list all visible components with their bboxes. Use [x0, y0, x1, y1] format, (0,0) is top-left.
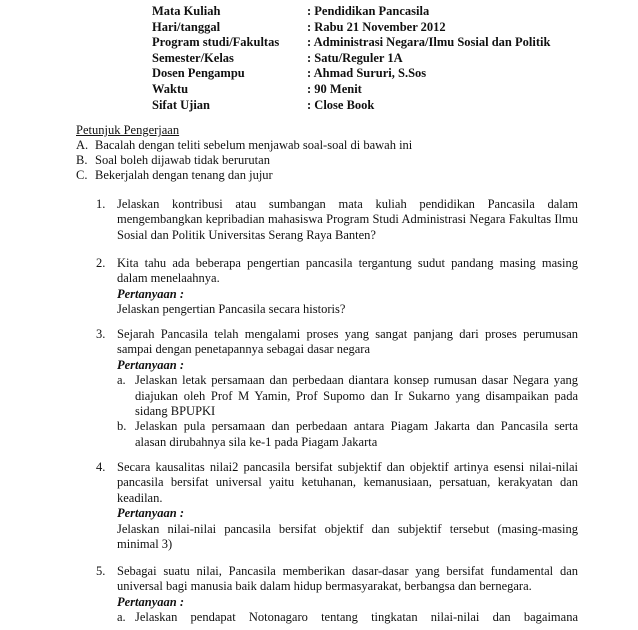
question-label: Pertanyaan : [117, 286, 185, 301]
sub-question-letter: b. [117, 419, 127, 434]
info-key: Waktu [152, 81, 189, 96]
question-text: Sebagai suatu nilai, Pancasila memberikan dasar-dasar yang bersifat fundamental dan universal bagi manusia baik dalam hidup bermasyarakat, berbangsa dan bernegara. [117, 564, 578, 594]
question-number: 2. [96, 256, 106, 270]
instruction-text: Bacalah dengan teliti sebelum menjawab soal-soal di bawah ini [95, 138, 413, 152]
question-text: Kita tahu ada beberapa pengertian pancasila tergantung sudut pandang masing masing dalam menelaahnya. [117, 256, 578, 286]
question-body [117, 327, 578, 450]
info-key: Program studi/Fakultas [152, 35, 280, 50]
sub-question-letter: a. [117, 373, 126, 388]
instruction-text: Soal boleh dijawab tidak berurutan [95, 153, 270, 167]
question-text: Jelaskan kontribusi atau sumbangan mata kuliah pendidikan Pancasila dalam mengembangkan kepribadian mahasiswa Program Studi Administrasi Negara Fakultas Ilmu Sosial dan Politik Universitas Serang Raya Banten? [117, 197, 578, 242]
info-value: : Ahmad Sururi, S.Sos [307, 66, 427, 81]
info-key: Dosen Pengampu [152, 66, 245, 81]
info-key: Hari/tanggal [152, 19, 221, 34]
sub-question [117, 610, 578, 625]
sub-question-letter: a. [117, 610, 126, 625]
question-number: 4. [96, 460, 106, 474]
info-value: : Administrasi Negara/Ilmu Sosial dan Politik [307, 35, 551, 50]
instruction-letter: C. [76, 168, 88, 182]
question-body [117, 564, 578, 626]
sub-question-text: Jelaskan pula persamaan dan perbedaan antara Piagam Jakarta dan Pancasila serta alasan dirubahnya sila ke-1 pada Piagam Jakarta [135, 419, 578, 449]
instruction-item [76, 153, 270, 168]
question-text: Sejarah Pancasila telah mengalami proses yang sangat panjang dari proses perumusan sampai dengan penetapannya sebagai dasar negara [117, 327, 578, 357]
question-text: Secara kausalitas nilai2 pancasila bersifat subjektif dan objektif artinya esensi nilai-nilai pancasila bersifat universal yaitu ketuhanan, kemanusiaan, persatuan, kerakyatan dan keadilan. [117, 460, 578, 505]
question-label: Pertanyaan : [117, 357, 185, 372]
info-value: : 90 Menit [307, 81, 362, 96]
info-value: : Close Book [307, 97, 375, 112]
question-number: 3. [96, 327, 106, 341]
instruction-item [76, 168, 273, 183]
question-number: 5. [96, 564, 106, 578]
sub-question [117, 373, 578, 419]
question-ask: Jelaskan nilai-nilai pancasila bersifat objektif dan subjektif tersebut (masing-masing minimal 3) [117, 521, 578, 552]
info-value: : Rabu 21 November 2012 [307, 19, 446, 34]
instructions-title: Petunjuk Pengerjaan [76, 123, 180, 137]
instruction-letter: B. [76, 153, 88, 167]
question-body [117, 197, 578, 243]
instruction-item [76, 138, 413, 153]
question-number: 1. [96, 197, 106, 211]
question-label: Pertanyaan : [117, 506, 185, 521]
info-key: Semester/Kelas [152, 50, 234, 65]
instructions [76, 123, 413, 183]
info-value: : Satu/Reguler 1A [307, 50, 403, 65]
sub-question-text: Jelaskan letak persamaan dan perbedaan diantara konsep rumusan dasar Negara yang diajukan oleh Prof M Yamin, Prof Supomo dan Ir Sukarno yang disampaikan pada sidang BPUPKI [135, 373, 578, 419]
question-label: Pertanyaan : [117, 594, 185, 609]
question-body [117, 256, 578, 318]
sub-question-text: Jelaskan pendapat Notonagaro tentang tingkatan nilai-nilai dan bagaimana [135, 610, 578, 625]
sub-question [117, 419, 578, 450]
instruction-letter: A. [76, 138, 89, 152]
instruction-text: Bekerjalah dengan tenang dan jujur [95, 168, 273, 182]
info-key: Mata Kuliah [152, 4, 221, 18]
info-value: : Pendidikan Pancasila [307, 4, 430, 18]
question-ask: Jelaskan pengertian Pancasila secara historis? [117, 302, 346, 317]
info-key: Sifat Ujian [152, 97, 210, 112]
question-body [117, 460, 578, 552]
